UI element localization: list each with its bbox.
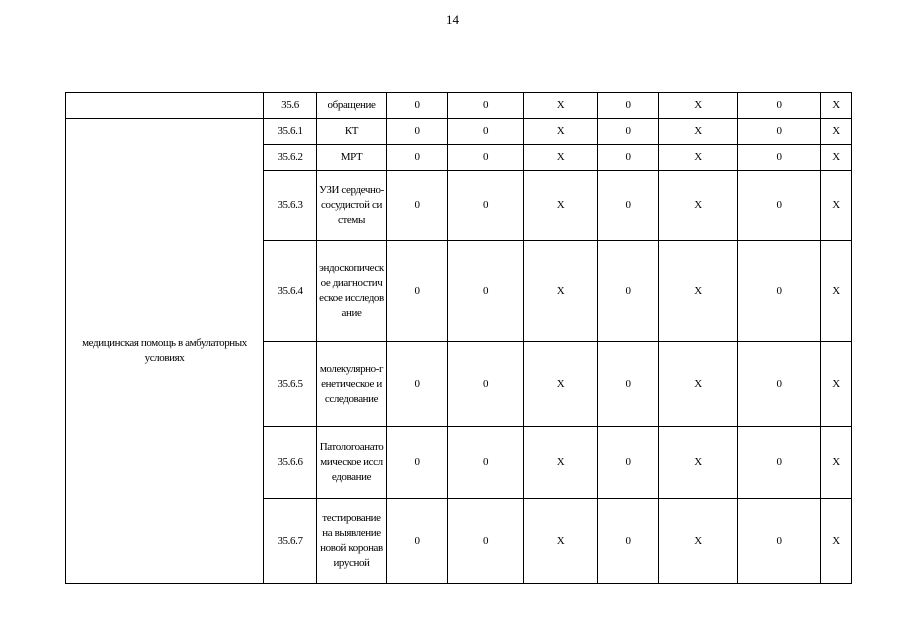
value-cell: 0 [387,93,448,119]
table-row [66,93,852,119]
page-number: 14 [446,12,459,27]
value-cell: Х [524,499,598,584]
value-cell: 0 [598,119,659,145]
value-cell: Х [659,499,738,584]
value-cell: 0 [387,427,448,499]
value-cell: 0 [598,427,659,499]
value-cell: Х [524,342,598,427]
value-cell: Х [524,93,598,119]
empty-cell [66,93,264,119]
value-cell: 0 [738,342,821,427]
value-cell: Х [659,119,738,145]
group-label: медицинская помощь в амбулаторных условиях [66,119,264,584]
table-row [66,119,852,145]
value-cell: 0 [598,499,659,584]
value-cell: Х [659,171,738,241]
value-cell: 0 [738,145,821,171]
value-cell: 0 [738,427,821,499]
value-cell: 0 [448,241,524,342]
value-cell: 0 [387,171,448,241]
row-name: Патологоанатомическое исследование [317,427,387,499]
value-cell: 0 [448,93,524,119]
value-cell: 0 [448,499,524,584]
row-code: 35.6.6 [264,427,317,499]
value-cell: 0 [448,342,524,427]
value-cell: Х [659,93,738,119]
value-cell: 0 [598,342,659,427]
value-cell: 0 [598,241,659,342]
data-table [65,92,852,584]
row-code: 35.6.1 [264,119,317,145]
value-cell: 0 [738,171,821,241]
value-cell: Х [524,427,598,499]
value-cell: 0 [387,241,448,342]
value-cell: 0 [598,93,659,119]
value-cell: 0 [448,427,524,499]
value-cell: 0 [738,241,821,342]
value-cell: Х [659,145,738,171]
value-cell: 0 [387,119,448,145]
row-code: 35.6.3 [264,171,317,241]
value-cell: Х [821,427,852,499]
row-name: УЗИ сердечно-сосудистой системы [317,171,387,241]
value-cell: Х [821,342,852,427]
row-name: молекулярно-генетическое исследование [317,342,387,427]
value-cell: 0 [738,119,821,145]
row-name: эндоскопическое диагностическое исследование [317,241,387,342]
value-cell: 0 [387,145,448,171]
value-cell: Х [821,499,852,584]
value-cell: Х [659,241,738,342]
row-code: 35.6 [264,93,317,119]
value-cell: 0 [448,119,524,145]
row-name: обращение [317,93,387,119]
value-cell: 0 [738,93,821,119]
value-cell: Х [659,342,738,427]
value-cell: 0 [598,171,659,241]
value-cell: Х [821,119,852,145]
value-cell: Х [524,171,598,241]
value-cell: Х [821,241,852,342]
value-cell: Х [659,427,738,499]
value-cell: Х [821,171,852,241]
value-cell: Х [821,93,852,119]
row-code: 35.6.7 [264,499,317,584]
row-code: 35.6.5 [264,342,317,427]
value-cell: Х [524,145,598,171]
value-cell: 0 [738,499,821,584]
row-name: тестирование на выявление новой коронавирусной [317,499,387,584]
row-code: 35.6.4 [264,241,317,342]
value-cell: 0 [387,342,448,427]
value-cell: 0 [598,145,659,171]
value-cell: Х [524,119,598,145]
value-cell: Х [821,145,852,171]
value-cell: 0 [448,145,524,171]
row-code: 35.6.2 [264,145,317,171]
value-cell: Х [524,241,598,342]
row-name: КТ [317,119,387,145]
value-cell: 0 [387,499,448,584]
row-name: МРТ [317,145,387,171]
value-cell: 0 [448,171,524,241]
